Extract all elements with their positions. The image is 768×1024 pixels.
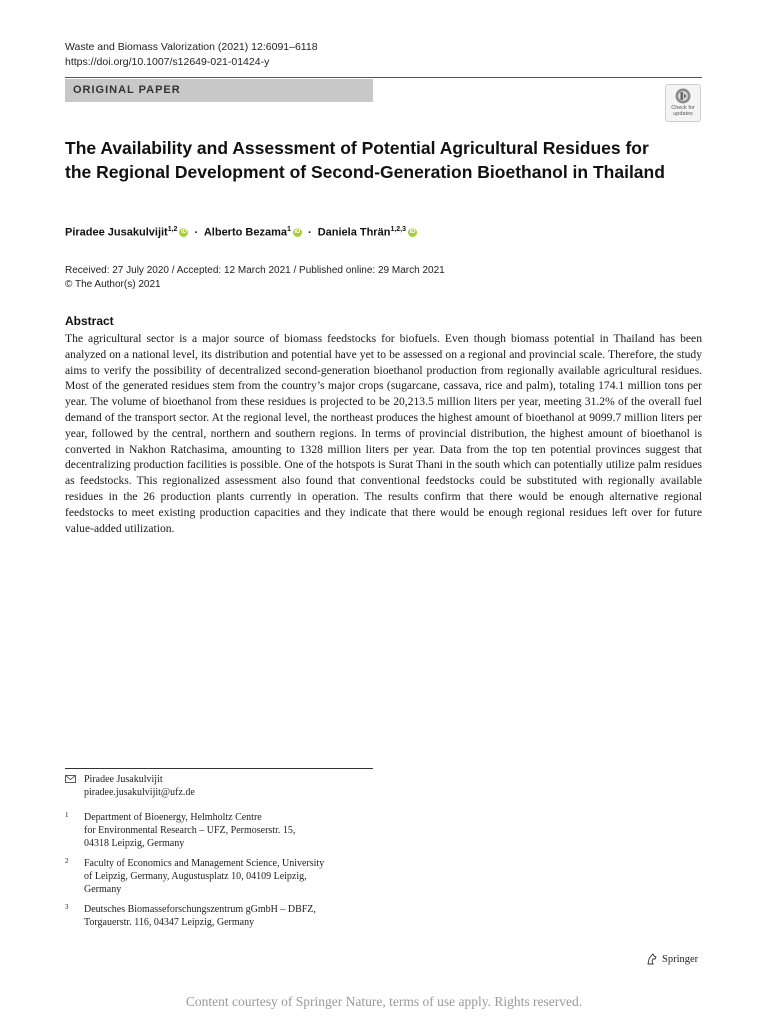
publisher-logo	[646, 953, 698, 965]
header-rule	[65, 77, 702, 78]
journal-meta	[65, 40, 318, 70]
envelope-icon	[65, 775, 76, 783]
orcid-icon[interactable]: iD	[409, 229, 416, 236]
author-affiliation-ref: 1	[286, 226, 291, 233]
paper-title: The Availability and Assessment of Potential Agricultural Residues for the Regional Development of Second-Generation Bioethanol in Thailand	[65, 138, 665, 182]
affiliation-number: 1	[65, 811, 69, 819]
affiliation-line: Torgauerstr. 116, 04347 Leipzig, Germany	[84, 917, 255, 928]
corresponding-author-email[interactable]: piradee.jusakulvijit@ufz.de	[84, 787, 195, 798]
author-name[interactable]: Alberto Bezama	[203, 226, 287, 239]
orcid-icon[interactable]: iD	[180, 229, 187, 236]
affiliation-line: Department of Bioenergy, Helmholtz Centre	[84, 812, 262, 823]
check-for-updates-button[interactable]	[665, 84, 701, 122]
abstract-heading: Abstract	[65, 314, 114, 328]
affiliation-line: 04318 Leipzig, Germany	[84, 838, 185, 849]
affiliation-line: of Leipzig, Germany, Augustusplatz 10, 04109 Leipzig,	[84, 871, 307, 882]
affiliation-line: for Environmental Research – UFZ, Permoserstr. 15,	[84, 825, 296, 836]
affiliation-line: Deutsches Biomasseforschungszentrum gGmbH – DBFZ,	[84, 904, 316, 915]
author-affiliation-ref: 1,2	[167, 226, 178, 233]
doi-link[interactable]: https://doi.org/10.1007/s12649-021-01424-y	[65, 56, 270, 68]
affiliation-item	[65, 857, 365, 896]
author-list	[65, 226, 417, 239]
journal-citation: Waste and Biomass Valorization (2021) 12:6091–6118	[65, 41, 318, 53]
corresponding-author-name: Piradee Jusakulvijit	[84, 774, 163, 785]
affiliation-line: Germany	[84, 884, 122, 895]
check-for-updates-label: Check for updates	[671, 105, 695, 117]
footnote-rule	[65, 768, 373, 769]
springer-horse-icon	[646, 953, 658, 965]
author-separator: ·	[194, 226, 199, 239]
publisher-name: Springer	[662, 953, 699, 965]
author-separator: ·	[307, 226, 312, 239]
orcid-icon[interactable]: iD	[294, 229, 301, 236]
author-name[interactable]: Daniela Thrän	[317, 226, 391, 239]
affiliation-number: 2	[65, 857, 69, 865]
history-dates: Received: 27 July 2020 / Accepted: 12 March 2021 / Published online: 29 March 2021	[65, 265, 445, 276]
affiliation-line: Faculty of Economics and Management Science, University	[84, 858, 325, 869]
copyright-line: © The Author(s) 2021	[65, 279, 161, 290]
affiliation-number: 3	[65, 903, 69, 911]
affiliation-item	[65, 903, 365, 929]
publication-dates	[65, 264, 445, 292]
courtesy-watermark: Content courtesy of Springer Nature, terms of use apply. Rights reserved.	[185, 994, 583, 1009]
correspondence-block	[65, 773, 195, 799]
check-for-updates-icon	[675, 88, 691, 104]
abstract-text: The agricultural sector is a major source of biomass feedstocks for biofuels. Even though biomass potential in Thailand has been analyzed on a national level, its distribution and potential have yet to be assessed on a regional and provincial scale. Therefore, the study aims to verify the possibility of decentralized second-generation bioethanol production from regionally available agricultural residues. Most of the generated residues stem from the country’s major crops (sugarcane, cassava, rice and palm), totaling 174.1 million tons per year. The volume of bioethanol from these residues is projected to be 20,213.5 million liters per year, meeting 31.2% of the overall fuel demand of the transport sector. At the regional level, the northeast produces the highest amount of bioethanol at 9099.7 million liters per year, followed by the central, northern and southern regions. In terms of provincial distribution, the highest amount of bioethanol is converted in Nakhon Ratchasima, amounting to 1328 million liters per year. Data from the top ten potential provinces suggest that decentralizing production facilities is possible. One of the hotspots is Surat Thani in the south which can potentially utilize palm residues as feedstocks. This regionalized assessment also found that conventional feedstocks could be substituted with regionally available residues in the 26 production plants currently in operation. The results confirm that there would be enough alternative regional feedstocks to meet existing production capacities and they indicate that there would be enough regional residues left over for future value-added utilization.	[65, 332, 702, 535]
author-name[interactable]: Piradee Jusakulvijit	[65, 226, 168, 239]
affiliation-item	[65, 811, 365, 850]
paper-type-label: ORIGINAL PAPER	[65, 79, 373, 102]
author-affiliation-ref: 1,2,3	[390, 226, 407, 233]
